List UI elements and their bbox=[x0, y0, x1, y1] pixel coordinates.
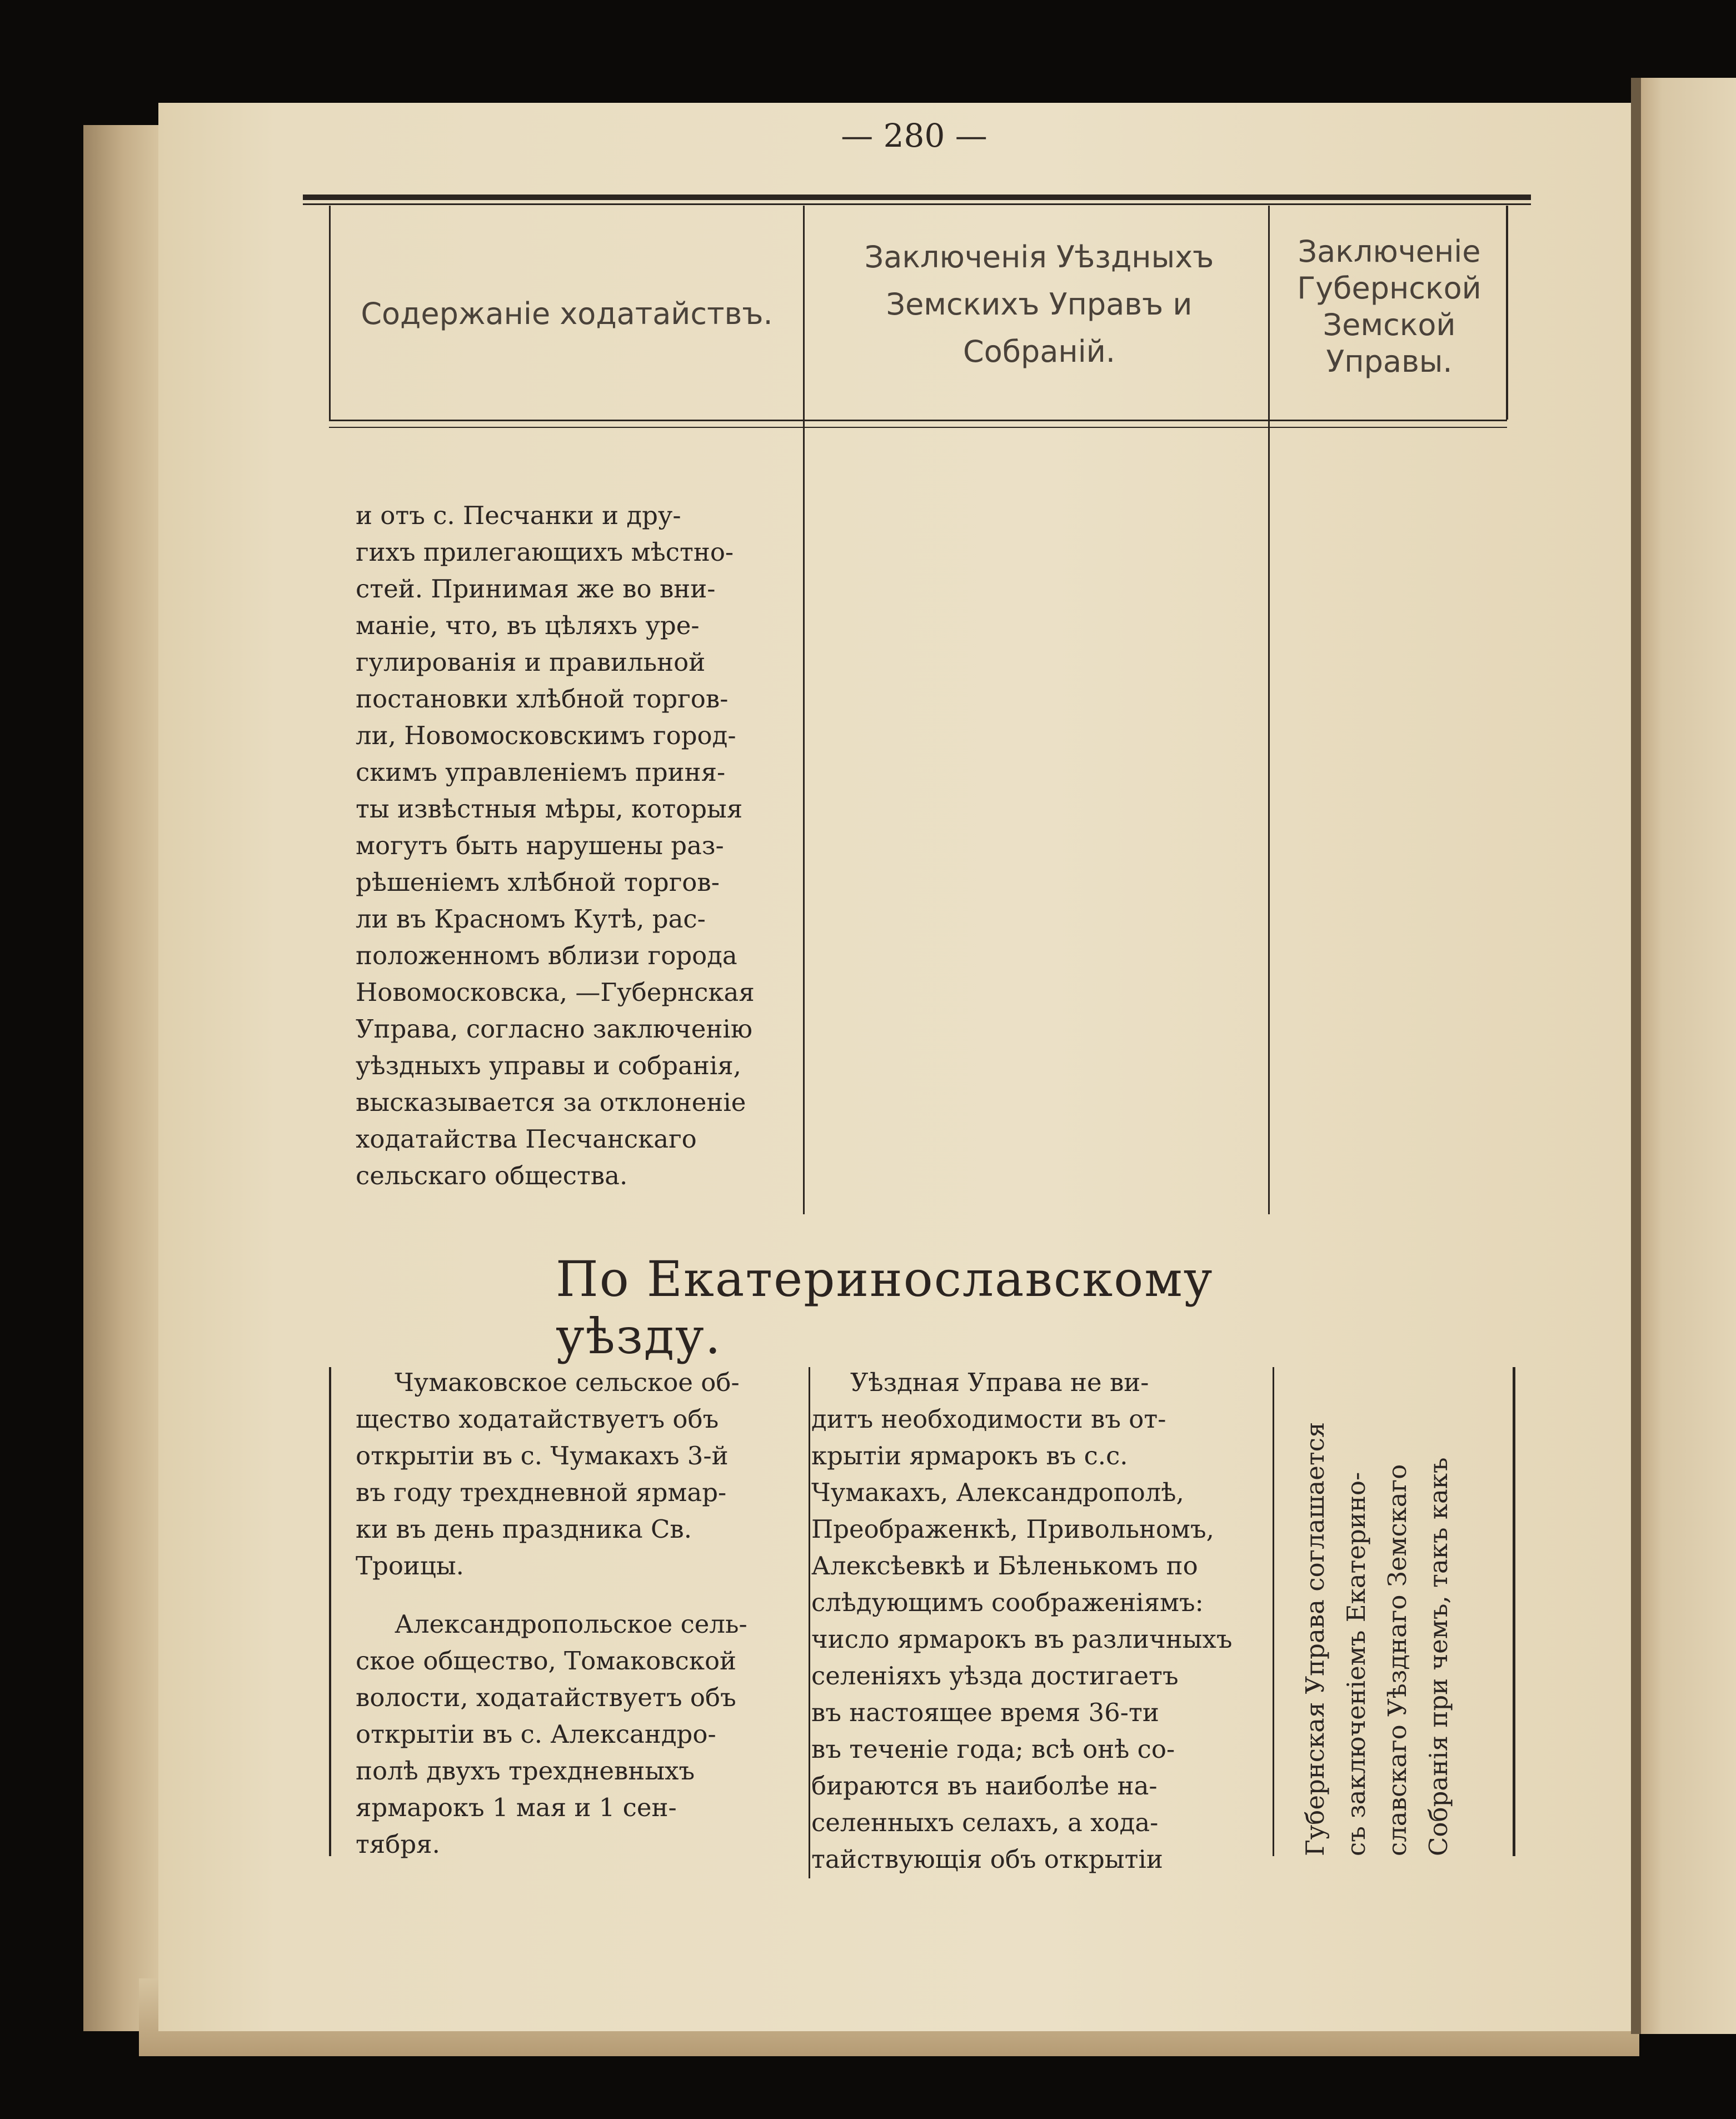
header-col-district-line: Собраній. bbox=[963, 334, 1115, 369]
text-line: число ярмарокъ въ различныхъ bbox=[811, 1624, 1233, 1654]
text-line: положенномъ вблизи города bbox=[356, 941, 737, 970]
text-line: щество ходатайствуетъ объ bbox=[356, 1404, 719, 1434]
header-col-province-line: Управы. bbox=[1326, 344, 1453, 379]
lower-left-border bbox=[329, 1367, 331, 1856]
header-col-contents-label: Содержаніе ходатайствъ. bbox=[361, 296, 773, 331]
header-col-province-line: Заключеніе bbox=[1298, 234, 1481, 269]
text-line: въ году трехдневной ярмар- bbox=[356, 1478, 727, 1507]
text-line: уѣздныхъ управы и собранія, bbox=[356, 1051, 741, 1080]
lower-divider-2 bbox=[1273, 1367, 1274, 1856]
text-line: стей. Принимая же во вни- bbox=[356, 574, 716, 604]
text-line: ты извѣстныя мѣры, которыя bbox=[356, 794, 743, 824]
text-line: дитъ необходимости въ от- bbox=[811, 1404, 1166, 1434]
text-line: Троицы. bbox=[356, 1551, 464, 1580]
column-divider-1 bbox=[803, 206, 805, 1214]
top-rule-thick bbox=[303, 195, 1531, 200]
text-line: ки въ день праздника Св. bbox=[356, 1514, 692, 1544]
text-line: селенныхъ селахъ, а хода- bbox=[811, 1808, 1159, 1837]
petition-aleksandropol bbox=[356, 1606, 784, 1863]
page-edge-stack bbox=[83, 125, 161, 2031]
text-line: могутъ быть нарушены раз- bbox=[356, 831, 724, 860]
text-line: тября. bbox=[356, 1829, 440, 1859]
header-col-contents bbox=[333, 295, 800, 333]
text-line: слѣдующимъ соображеніямъ: bbox=[811, 1588, 1204, 1617]
text-line: сельскаго общества. bbox=[356, 1161, 628, 1190]
text-line: Управа, согласно заключенію bbox=[356, 1014, 753, 1044]
page-number: — 280 — bbox=[841, 117, 987, 154]
bleed-through-text bbox=[1072, 495, 1545, 1217]
text-line: Новомосковска, —Губернская bbox=[356, 978, 755, 1007]
top-rule-thin bbox=[303, 203, 1531, 205]
text-line: съ заключеніемъ Екатерино- bbox=[1341, 1472, 1371, 1856]
text-line: полѣ двухъ трехдневныхъ bbox=[356, 1756, 695, 1786]
province-board-conclusion bbox=[1295, 1373, 1517, 1856]
section-title: По Екатеринославскому уѣзду. bbox=[556, 1250, 1214, 1365]
text-line: гулированія и правильной bbox=[356, 647, 706, 677]
book-spine bbox=[1631, 78, 1641, 2034]
text-line: Алексѣевкѣ и Бѣленькомъ по bbox=[811, 1551, 1198, 1580]
district-board-conclusion bbox=[811, 1364, 1261, 1878]
text-line: ли въ Красномъ Кутѣ, рас- bbox=[356, 904, 706, 934]
text-line: рѣшеніемъ хлѣбной торгов- bbox=[356, 867, 720, 897]
table-left-border bbox=[329, 206, 331, 420]
text-line: Чумаковское сельское об- bbox=[395, 1368, 740, 1397]
text-line: Александропольское сель- bbox=[395, 1609, 747, 1639]
text-line: ское общество, Томаковской bbox=[356, 1646, 737, 1676]
text-line: открытіи въ с. Чумакахъ 3-й bbox=[356, 1441, 729, 1470]
header-col-district-line: Заключенія Уѣздныхъ bbox=[864, 240, 1214, 275]
header-col-province-line: Земской bbox=[1323, 307, 1456, 342]
text-line: гихъ прилегающихъ мѣстно- bbox=[356, 537, 734, 567]
text-line: ходатайства Песчанскаго bbox=[356, 1124, 697, 1154]
header-rule-1 bbox=[329, 420, 1507, 421]
facing-page-edge bbox=[1631, 78, 1736, 2034]
text-line: ли, Новомосковскимъ город- bbox=[356, 721, 736, 750]
text-line: Губернская Управа соглашается bbox=[1300, 1422, 1330, 1856]
text-line: скимъ управленіемъ приня- bbox=[356, 757, 726, 787]
text-line: Собранія при чемъ, такъ какъ bbox=[1424, 1457, 1453, 1856]
text-line: высказывается за отклоненіе bbox=[356, 1088, 746, 1117]
text-line: открытіи въ с. Александро- bbox=[356, 1719, 716, 1749]
text-line: въ теченіе года; всѣ онѣ со- bbox=[811, 1734, 1175, 1764]
header-col-district bbox=[817, 233, 1261, 375]
text-line: и отъ с. Песчанки и дру- bbox=[356, 501, 681, 530]
continued-resolution-text bbox=[356, 497, 784, 1194]
text-line: славскаго Уѣзднаго Земскаго bbox=[1383, 1464, 1412, 1856]
text-line: тайствующія объ открытіи bbox=[811, 1844, 1163, 1874]
text-line: селеніяхъ уѣзда достигаетъ bbox=[811, 1661, 1179, 1691]
header-col-province bbox=[1273, 233, 1506, 380]
text-line: постановки хлѣбной торгов- bbox=[356, 684, 729, 714]
petition-chumaki bbox=[356, 1364, 784, 1584]
text-line: бираются въ наиболѣе на- bbox=[811, 1771, 1158, 1801]
text-line: въ настоящее время 36-ти bbox=[811, 1698, 1159, 1727]
text-line: Уѣздная Управа не ви- bbox=[850, 1368, 1149, 1397]
lower-divider-1 bbox=[809, 1367, 810, 1878]
header-rule-2 bbox=[329, 427, 1507, 428]
text-line: маніе, что, въ цѣляхъ уре- bbox=[356, 611, 700, 640]
column-divider-2 bbox=[1268, 206, 1270, 1214]
text-line: волости, ходатайствуетъ объ bbox=[356, 1683, 736, 1712]
header-col-district-line: Земскихъ Управъ и bbox=[886, 287, 1193, 322]
text-line: ярмарокъ 1 мая и 1 сен- bbox=[356, 1793, 677, 1822]
text-line: Чумакахъ, Александрополѣ, bbox=[811, 1478, 1184, 1507]
text-line: Преображенкѣ, Привольномъ, bbox=[811, 1514, 1214, 1544]
header-col-province-line: Губернской bbox=[1297, 271, 1481, 306]
text-line: крытіи ярмарокъ въ с.с. bbox=[811, 1441, 1128, 1470]
table-right-border bbox=[1506, 206, 1508, 420]
